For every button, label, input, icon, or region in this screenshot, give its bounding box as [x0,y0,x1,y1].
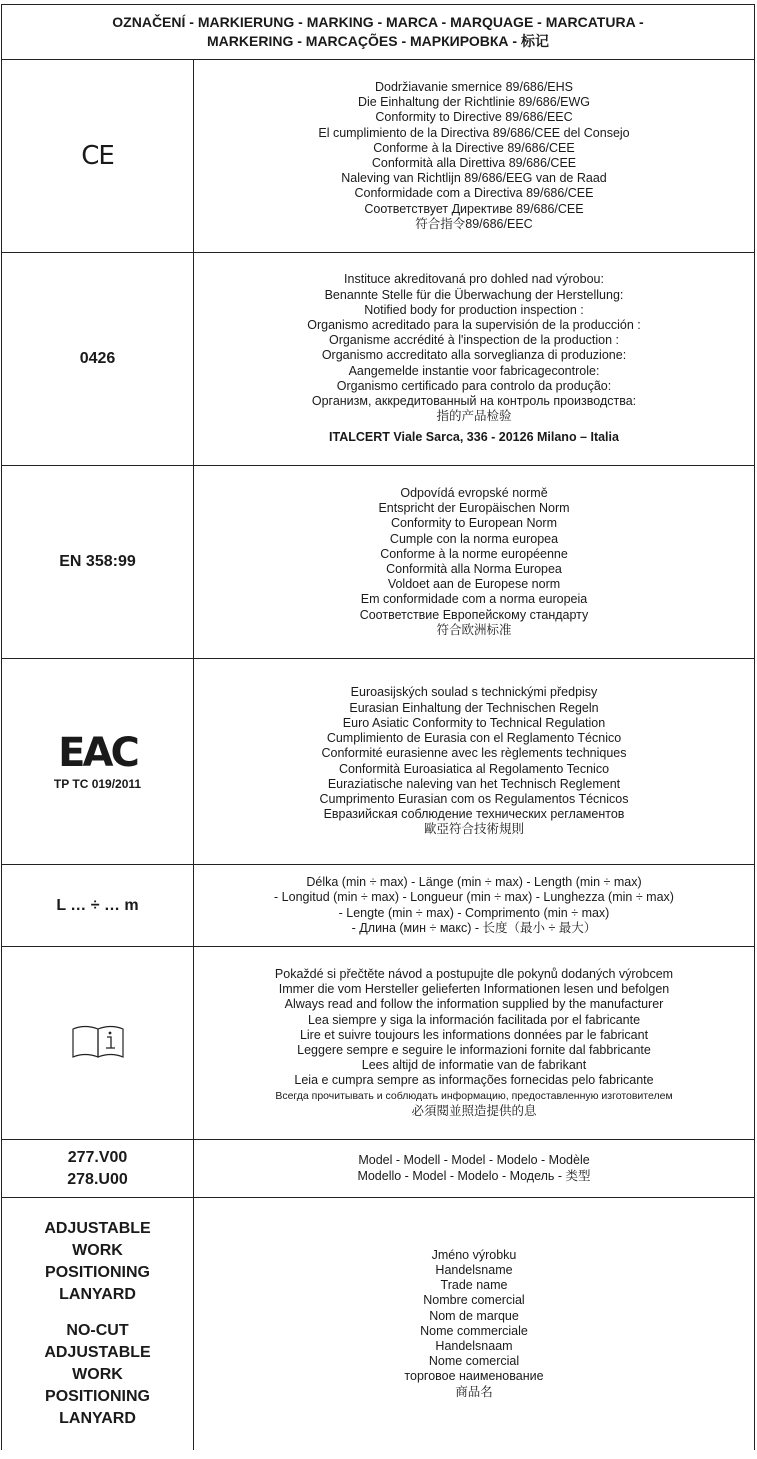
marking-table [1,59,755,1450]
notified-body-number: 0426 [2,253,194,466]
text-line: Conformité eurasienne avec les règlements techniques [321,746,627,761]
length-symbol: L … ÷ … m [2,865,194,947]
model-number-cell [2,1140,194,1198]
eac-symbol-cell [2,659,194,865]
text-line: Conformità alla Direttiva 89/686/CEE [371,156,577,170]
text-line: Conformidade com a Directiva 89/686/CEE [354,186,594,201]
text-line: Cumprimento Eurasian com os Regulamentos Técnicos [319,791,629,806]
text-line: Соответствие Европейскому стандарту [359,607,589,622]
length-text-cell [194,865,755,947]
ce-text-cell [194,60,755,253]
manual-info-icon [70,1021,126,1061]
product-name: POSITIONING [45,1387,150,1405]
eac-text-cell [194,659,755,865]
product-name: LANYARD [59,1409,136,1427]
en-norm-row [2,466,755,659]
text-line: Handelsnaam [435,1338,513,1353]
text-line: Trade name [440,1278,508,1293]
text-line: Cumplimiento de Eurasia con el Reglamento Técnico [326,731,622,746]
text-line: Organisme accrédité à l'inspection de la production : [328,333,620,348]
en-norm-text-cell [194,466,755,659]
text-line: Leia e cumpra sempre as informações fornecidas pelo fabricante [294,1073,654,1088]
manual-row [2,947,755,1140]
notified-body-row [2,253,755,466]
text-line: Dodržiavanie smernice 89/686/EHS [374,79,574,94]
text-line: Eurasian Einhaltung der Technischen Regeln [349,700,599,715]
text-line: Odpovídá evropské normě [400,485,548,500]
text-line: El cumplimiento de la Directiva 89/686/CEE del Consejo [318,125,630,140]
text-line: Lea siempre y siga la información facilitada por el fabricante [307,1012,641,1027]
text-line: Euroasijských soulad s technickými předpisy [350,685,598,700]
text-line: 符合欧洲标准 [436,622,512,637]
eac-mark-icon: EAC [58,729,137,776]
notified-body-text-cell [194,253,755,466]
header-line-2: MARKERING - MARCAÇÕES - МАРКИРОВКА - 标记 [207,33,549,49]
text-line: Organismo accreditato alla sorveglianza di produzione: [321,348,627,363]
text-line: Conformità Euroasiatica al Regolamento Tecnico [338,761,610,776]
trade-name-text-cell [194,1198,755,1450]
text-line: Euro Asiatic Conformity to Technical Regulation [342,715,606,730]
text-line: Cumple con la norma europea [389,531,559,546]
text-line: торговое наименование [404,1369,544,1384]
text-line: - Длина (мин ÷ макс) - 长度（最小 ÷ 最大） [351,920,597,935]
model-number: 277.V00 [67,1148,128,1166]
text-line: Em conformidade com a norma europeia [360,592,588,607]
text-line: Jméno výrobku [431,1247,517,1262]
product-name: LANYARD [59,1285,136,1303]
text-line: Entspricht der Europäischen Norm [378,501,570,516]
trade-name-row [2,1198,755,1450]
text-line: - Longitud (min ÷ max) - Longueur (min ÷ max) - Lunghezza (min ÷ max) [274,890,674,905]
text-line: Pokaždé si přečtěte návod a postupujte dle pokynů dodaných výrobcem [274,966,674,981]
product-name: NO-CUT [66,1321,129,1339]
text-line: Always read and follow the information supplied by the manufacturer [284,997,664,1012]
text-line: Notified body for production inspection : [364,302,584,317]
model-row [2,1140,755,1198]
text-line: 商品名 [455,1384,493,1399]
text-line: Nome commerciale [420,1323,528,1338]
text-line: Евразийская соблюдение технических регламентов [323,807,625,822]
text-line: - Lengte (min ÷ max) - Comprimento (min ÷ max) [338,905,610,920]
text-line: Organismo acreditado para la supervisión de la producción : [307,317,641,332]
length-row [2,865,755,947]
eac-regulation: TP TC 019/2011 [53,776,142,791]
text-line: Conformità alla Norma Europea [386,562,562,576]
text-line: 必須閱並照造提供的息 [411,1103,537,1118]
manual-text-cell [194,947,755,1140]
header-line-1: OZNAČENÍ - MARKIERUNG - MARKING - MARCA - MARQUAGE - MARCATURA - [112,14,644,30]
text-line: Euraziatische naleving van het Technisch Reglement [327,776,621,791]
text-line: Lees altijd de informatie van de fabrikant [361,1058,587,1073]
text-line: Leggere sempre e seguire le informazioni fornite dal fabbricante [297,1043,651,1057]
text-line: Conformity to European Norm [390,516,558,531]
text-line: Conforme à la norme européenne [380,546,568,561]
text-line: 歐亞符合技術規則 [423,822,524,837]
text-line: Voldoet aan de Europese norm [387,577,561,592]
text-line: Modello - Model - Modelo - Модель - 类型 [357,1168,591,1183]
en-norm-symbol: EN 358:99 [2,466,194,659]
model-number: 278.U00 [67,1170,128,1188]
text-line: Immer die vom Hersteller gelieferten Informationen lesen und befolgen [278,982,670,997]
model-text-cell [194,1140,755,1198]
product-name: WORK [72,1365,123,1383]
ce-row [2,60,755,253]
text-line: Организм, аккредитованный на контроль производства: [311,394,637,408]
text-line: Délka (min ÷ max) - Länge (min ÷ max) - Length (min ÷ max) [306,875,642,890]
notified-body-address: ITALCERT Viale Sarca, 336 - 20126 Milano – Italia [329,430,619,445]
text-line: Handelsname [435,1262,513,1277]
product-name: POSITIONING [45,1263,150,1281]
product-name: ADJUSTABLE [44,1219,151,1237]
text-line: Lire et suivre toujours les informations données par le fabricant [299,1027,649,1042]
text-line: Nombre comercial [423,1293,525,1308]
text-line: Die Einhaltung der Richtlinie 89/686/EWG [357,95,591,110]
text-line: Conformity to Directive 89/686/EEC [375,110,573,125]
text-line: Benannte Stelle für die Überwachung der Herstellung: [324,287,624,302]
ce-mark-icon: CE [81,141,114,171]
ce-symbol-cell [2,60,194,253]
text-line: 指的产品检验 [436,409,512,424]
product-name: WORK [72,1241,123,1259]
text-line: Nome comercial [428,1354,520,1369]
text-line: Instituce akreditovaná pro dohled nad výrobou: [344,272,604,287]
text-line: Соответствует Директиве 89/686/CEE [364,201,584,216]
text-line: Всегда прочитывать и соблюдать информацию, предоставленную изготовителем [275,1089,673,1102]
text-line: Conforme à la Directive 89/686/CEE [373,140,575,155]
eac-row [2,659,755,865]
product-name: ADJUSTABLE [44,1343,151,1361]
marking-header [1,4,755,60]
text-line: Aangemelde instantie voor fabricagecontrole: [348,363,600,378]
manual-symbol-cell [2,947,194,1140]
text-line: Organismo certificado para controlo da produção: [336,378,612,393]
text-line: Model - Modell - Model - Modelo - Modèle [358,1153,590,1168]
text-line: Naleving van Richtlijn 89/686/EEG van de Raad [341,171,607,186]
trade-name-cell [2,1198,194,1450]
text-line: Nom de marque [429,1308,519,1323]
text-line: 符合指令89/686/EEC [415,216,533,231]
